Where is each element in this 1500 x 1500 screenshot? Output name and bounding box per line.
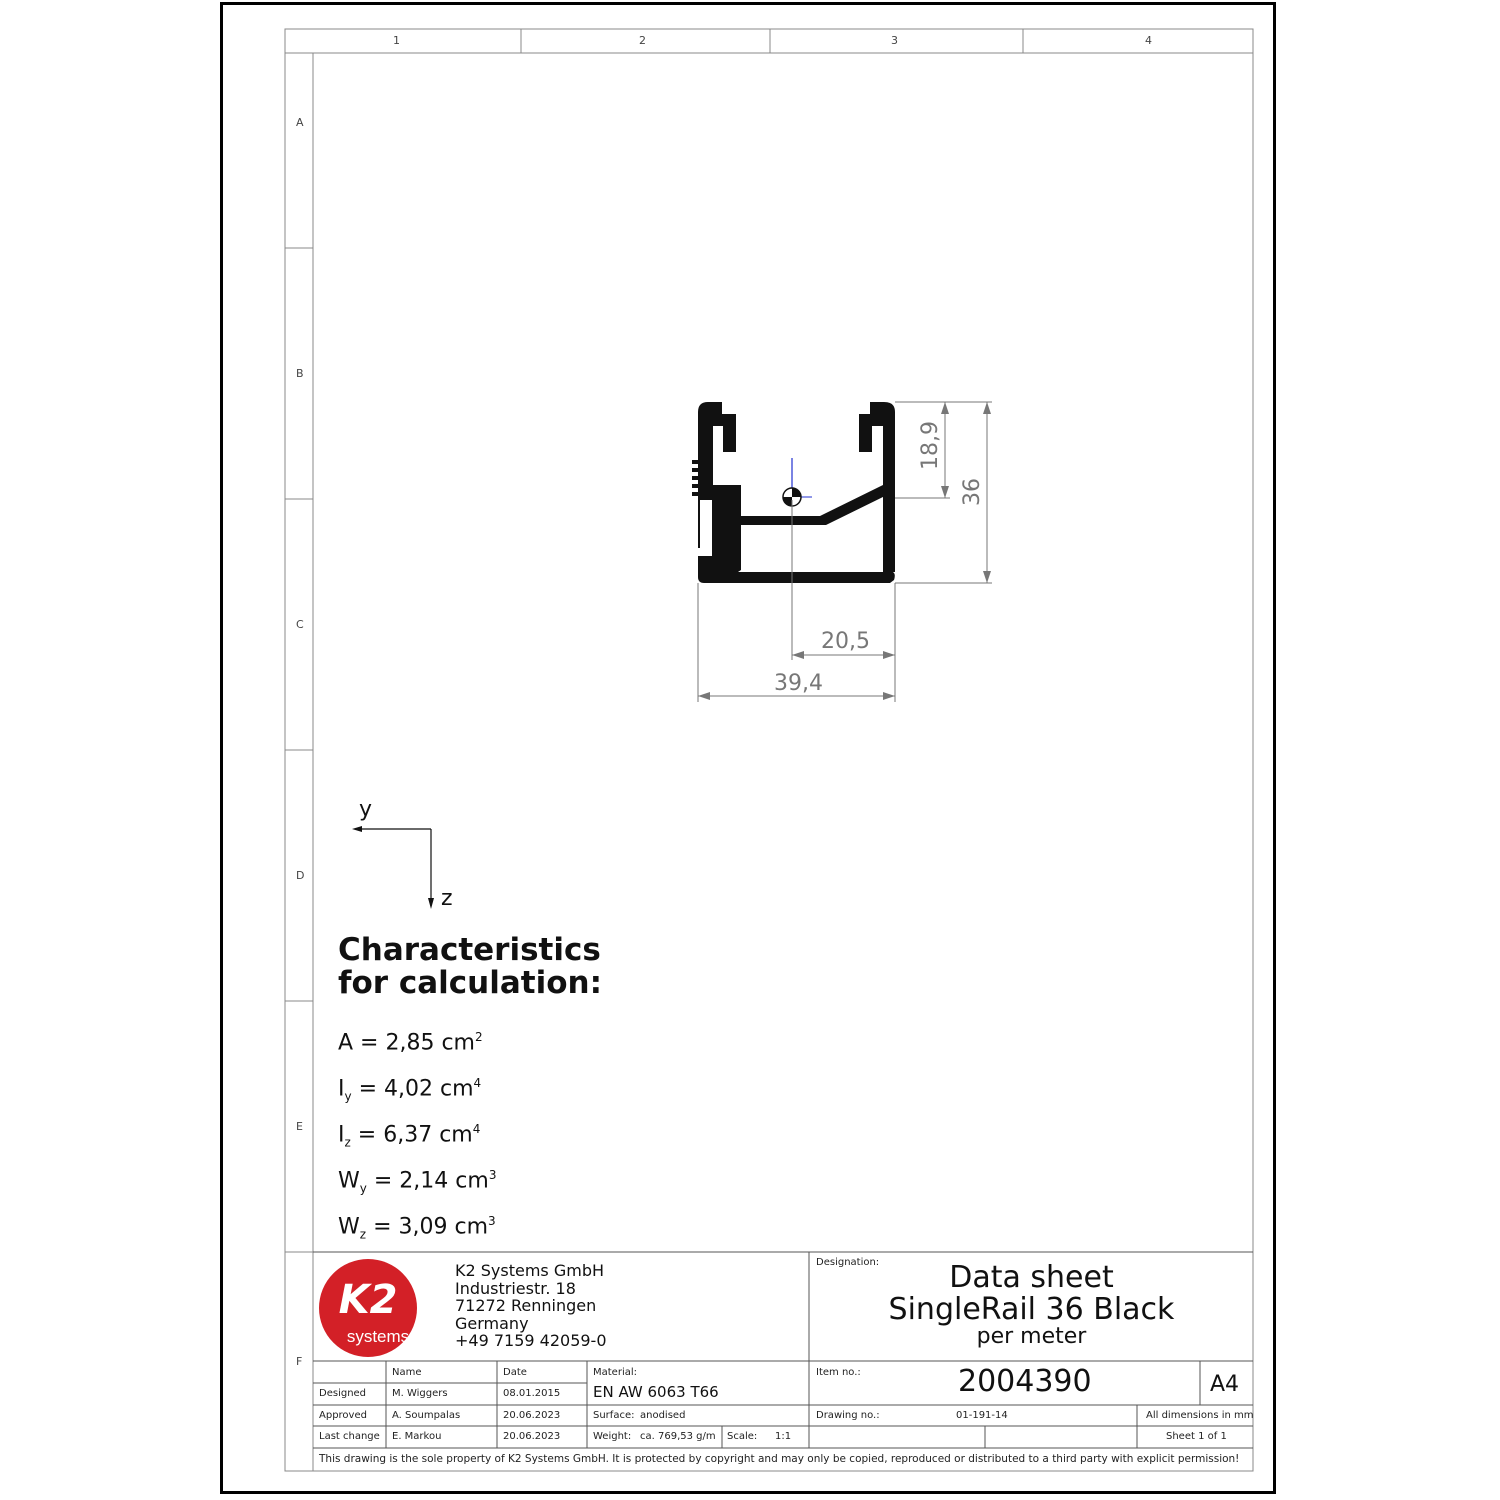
row-role: Designed bbox=[319, 1388, 367, 1399]
drawing-label: Drawing no.: bbox=[816, 1410, 880, 1421]
item-number: 2004390 bbox=[958, 1364, 1092, 1399]
units-note: All dimensions in mm bbox=[1146, 1410, 1254, 1421]
surface-label: Surface: bbox=[593, 1410, 635, 1421]
row-name: M. Wiggers bbox=[392, 1388, 448, 1399]
row-role: Approved bbox=[319, 1410, 367, 1421]
designation-title: Data sheet SingleRail 36 Black per meter bbox=[888, 1260, 1175, 1349]
zone-col-4: 4 bbox=[1145, 34, 1152, 47]
formula-wz: $W_z = 3,09$ $cm^3$ bbox=[338, 1214, 496, 1242]
drawing-number: 01-191-14 bbox=[956, 1410, 1008, 1421]
dim-width-partial: 20,5 bbox=[821, 629, 870, 654]
company-address: K2 Systems GmbH Industriestr. 18 71272 Renningen Germany +49 7159 42059-0 bbox=[455, 1261, 607, 1350]
col-name-header: Name bbox=[392, 1367, 422, 1378]
col-date-header: Date bbox=[503, 1367, 527, 1378]
row-date: 20.06.2023 bbox=[503, 1431, 561, 1442]
zone-row-b: B bbox=[296, 367, 304, 380]
zone-row-a: A bbox=[296, 116, 304, 129]
zone-col-3: 3 bbox=[891, 34, 898, 47]
centroid-marker bbox=[783, 458, 812, 506]
scale-label: Scale: bbox=[727, 1431, 758, 1442]
row-date: 20.06.2023 bbox=[503, 1410, 561, 1421]
designation-label: Designation: bbox=[816, 1257, 880, 1268]
characteristics-heading: Characteristics for calculation: bbox=[338, 932, 602, 1001]
formula-iy: $I_y = 4,02$ $cm^4$ bbox=[338, 1076, 482, 1104]
row-name: E. Markou bbox=[392, 1431, 442, 1442]
material-value: EN AW 6063 T66 bbox=[593, 1383, 719, 1401]
surface-value: anodised bbox=[640, 1410, 686, 1421]
zone-col-2: 2 bbox=[639, 34, 646, 47]
axis-arrows bbox=[352, 826, 434, 909]
axis-z-label: z bbox=[441, 886, 453, 911]
sheet-count: Sheet 1 of 1 bbox=[1166, 1431, 1227, 1442]
scale-value: 1:1 bbox=[775, 1431, 792, 1442]
zone-row-f: F bbox=[296, 1355, 303, 1368]
row-date: 08.01.2015 bbox=[503, 1388, 561, 1399]
row-role: Last change bbox=[319, 1431, 380, 1442]
axis-y-label: y bbox=[359, 797, 373, 822]
material-label: Material: bbox=[593, 1367, 637, 1378]
zone-row-e: E bbox=[296, 1120, 303, 1133]
dim-width-total: 39,4 bbox=[774, 671, 823, 696]
zone-col-1: 1 bbox=[393, 34, 400, 47]
copyright-notice: This drawing is the sole property of K2 Systems GmbH. It is protected by copyright and may only be copied, reproduced or distributed to a third party with explicit permission! bbox=[319, 1453, 1240, 1465]
weight-label: Weight: bbox=[593, 1431, 632, 1442]
row-name: A. Soumpalas bbox=[392, 1410, 461, 1421]
formula-wy: $W_y = 2,14$ $cm^3$ bbox=[338, 1168, 497, 1196]
zone-row-c: C bbox=[296, 618, 304, 631]
formula-iz: $I_z = 6,37$ $cm^4$ bbox=[338, 1122, 481, 1150]
zone-row-d: D bbox=[296, 869, 305, 882]
weight-value: ca. 769,53 g/m bbox=[640, 1431, 716, 1442]
paper-format: A4 bbox=[1210, 1372, 1240, 1397]
formula-area: A = 2,85 $cm^2$ bbox=[338, 1030, 483, 1056]
k2-logo: K2 systems bbox=[319, 1259, 417, 1357]
item-label: Item no.: bbox=[816, 1367, 861, 1378]
